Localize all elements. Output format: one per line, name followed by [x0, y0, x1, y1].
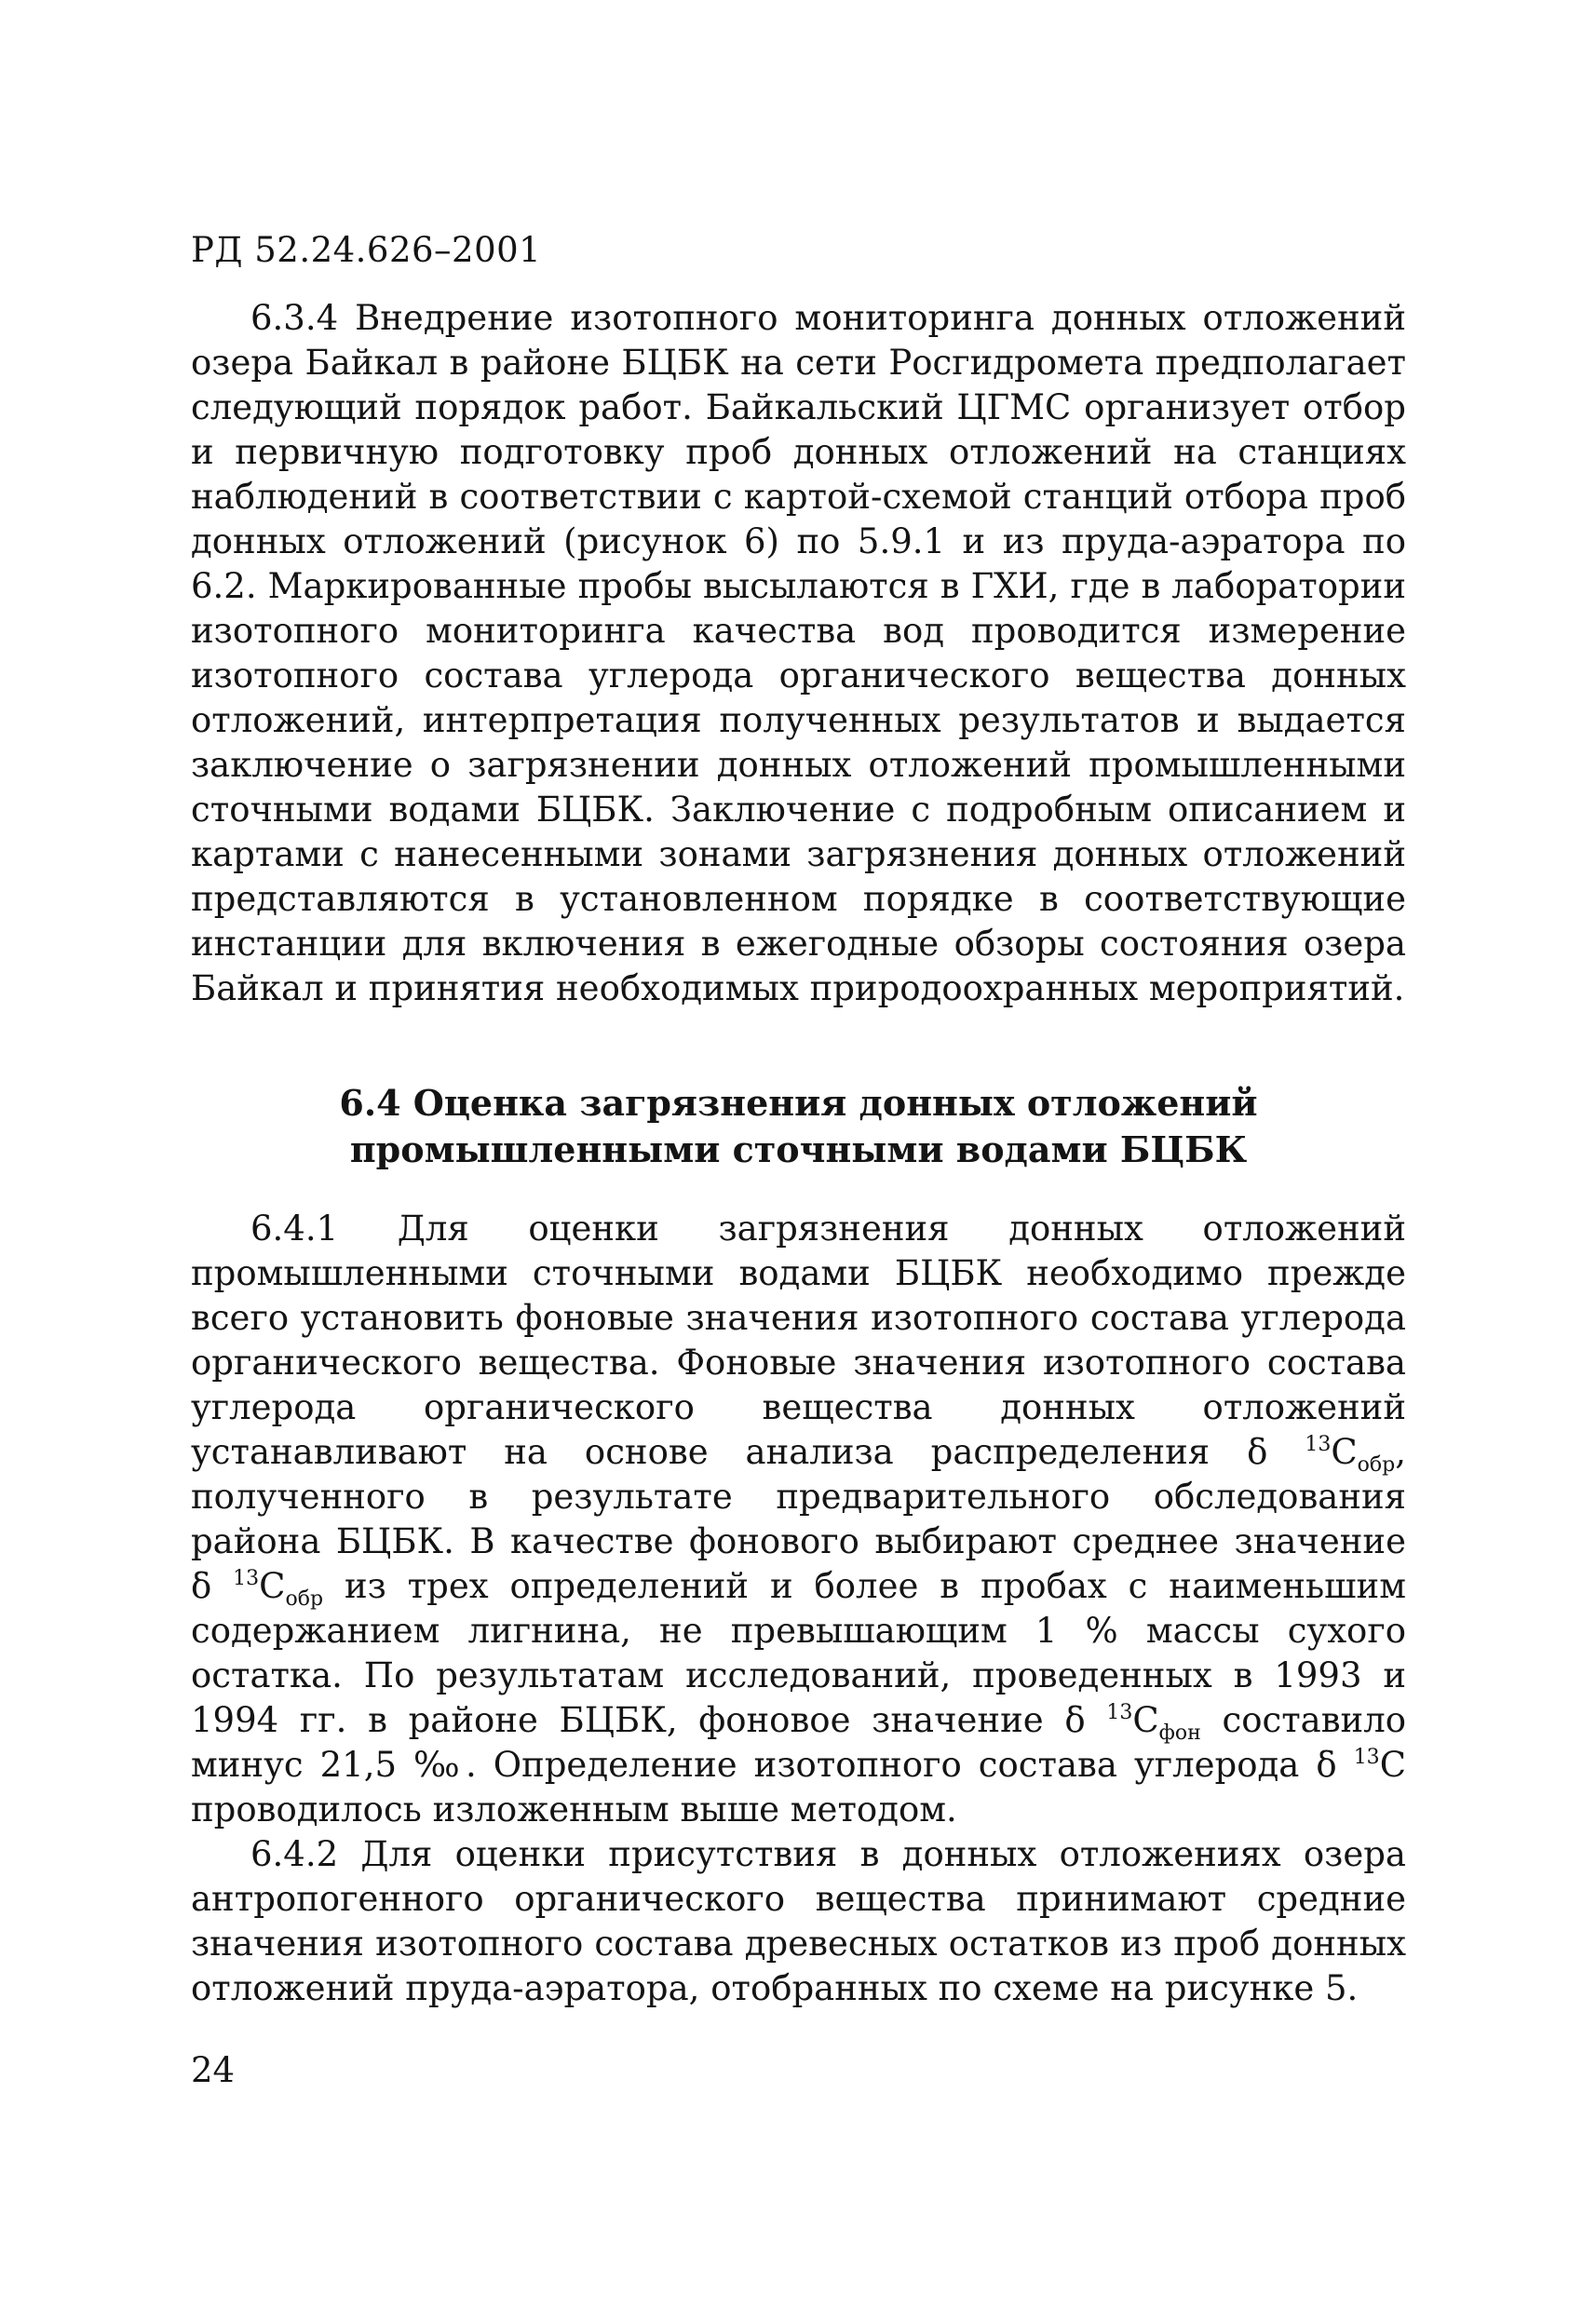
- text-run: проводилось изложенным выше методом.: [191, 1789, 957, 1830]
- isotope-mass: 13: [1106, 1701, 1133, 1724]
- element-symbol: С: [1331, 1432, 1358, 1472]
- isotope-mass: 13: [1353, 1746, 1380, 1769]
- isotope-mass: 13: [233, 1567, 260, 1590]
- section-6-3-4: [191, 296, 1406, 1011]
- heading-line-1: 6.4 Оценка загрязнения донных отложений: [339, 1082, 1258, 1124]
- text-run: из трех определений и более в пробах с наименьшим содержанием лигнина, не превышающим 1 % массы сухого остатка. По результатам исследований, проведенных в 1993 и 1994 гг. в районе БЦБК, фоновое значение: [191, 1566, 1406, 1740]
- page-number: 24: [191, 2050, 236, 2090]
- paragraph-6-3-4: 6.3.4 Внедрение изотопного мониторинга донных отложений озера Байкал в районе БЦБК на сети Росгидромета предполагает следующий порядок работ. Байкальский ЦГМС организует отбор и первичную подготовку проб донных отложений на станциях наблюдений в соответствии с картой-схемой станций отбора проб донных отложений (рисунок 6) по 5.9.1 и из пруда-аэратора по 6.2. Маркированные пробы высылаются в ГХИ, где в лаборатории изотопного мониторинга качества вод проводится измерение изотопного состава углерода органического вещества донных отложений, интерпретация полученных результатов и выдается заключение о загрязнении донных отложений промышленными сточными водами БЦБК. Заключение с подробным описанием и картами с нанесенными зонами загрязнения донных отложений представляются в установленном порядке в соответствующие инстанции для включения в ежегодные обзоры состояния озера Байкал и принятия необходимых природоохранных мероприятий.: [191, 298, 1406, 1008]
- element-symbol: С: [1379, 1745, 1406, 1785]
- delta-c13-formula: [1316, 1745, 1406, 1785]
- heading-line-2: промышленными сточными водами БЦБК: [349, 1128, 1248, 1170]
- document-code: РД 52.24.626–2001: [191, 230, 542, 270]
- formula-subscript: фон: [1158, 1722, 1201, 1745]
- element-symbol: С: [259, 1566, 286, 1606]
- section-6-4-body: [191, 1207, 1406, 2011]
- delta-symbol: δ: [1064, 1700, 1107, 1740]
- delta-c13-formula: [1247, 1432, 1396, 1477]
- delta-symbol: δ: [1316, 1745, 1354, 1785]
- section-heading-6-4: [191, 1080, 1406, 1173]
- element-symbol: С: [1132, 1700, 1159, 1740]
- text-run: , полученного в результате предварительного обследования района БЦБК. В качестве фонового выбирают среднее значение: [191, 1432, 1406, 1561]
- delta-symbol: δ: [1247, 1432, 1305, 1472]
- formula-subscript: обр: [1357, 1453, 1396, 1477]
- text-run: составило минус 21,5 ‰. Определение изотопного состава углерода: [191, 1700, 1406, 1785]
- paragraph-6-4-2: 6.4.2 Для оценки присутствия в донных отложениях озера антропогенного органического вещества принимают средние значения изотопного состава древесных остатков из проб донных отложений пруда-аэратора, отобранных по схеме на рисунке 5.: [191, 1834, 1406, 2008]
- delta-c13-formula: [1064, 1700, 1201, 1745]
- formula-subscript: обр: [285, 1587, 324, 1611]
- text-run: 6.4.1 Для оценки загрязнения донных отложений промышленными сточными водами БЦБК необходимо прежде всего установить фоновые значения изотопного состава углерода органического вещества. Фоновые значения изотопного состава углерода органического вещества донных отложений устанавливают на основе анализа распределения: [191, 1209, 1406, 1472]
- paragraph-6-4-1: [191, 1207, 1406, 1832]
- delta-symbol: δ: [191, 1566, 234, 1606]
- isotope-mass: 13: [1305, 1433, 1332, 1456]
- delta-c13-formula: [191, 1566, 324, 1611]
